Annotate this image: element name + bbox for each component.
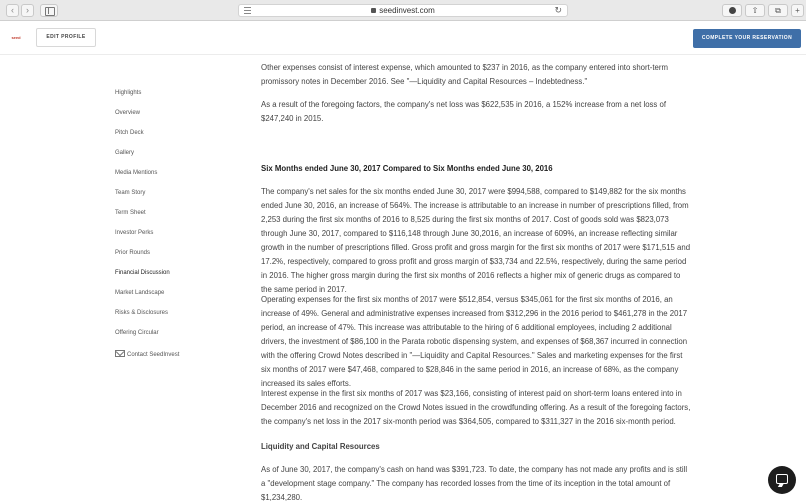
sidebar-item-risks-disclosures[interactable]: Risks & Disclosures [115, 310, 169, 316]
share-button[interactable] [745, 4, 765, 17]
sidebar-item-investor-perks[interactable]: Investor Perks [115, 230, 154, 236]
tabs-button[interactable] [768, 4, 788, 17]
sidebar-item-market-landscape[interactable]: Market Landscape [115, 290, 165, 296]
back-icon: ‹ [11, 5, 14, 15]
browser-toolbar [0, 0, 806, 21]
site-header [0, 21, 806, 55]
back-button[interactable] [6, 4, 19, 17]
sidebar-item-financial-discussion[interactable]: Financial Discussion [115, 270, 170, 276]
sidebar-item-offering-circular[interactable]: Offering Circular [115, 330, 159, 336]
tabs-icon: ⧉ [775, 6, 781, 15]
sidebar-item-term-sheet[interactable]: Term Sheet [115, 210, 146, 216]
reload-icon[interactable]: ↻ [554, 5, 562, 15]
avatar[interactable] [9, 32, 23, 44]
sidebar-item-overview[interactable]: Overview [115, 110, 141, 116]
share-icon: ⇧ [751, 6, 759, 15]
url-text: seedinvest.com [379, 6, 435, 15]
sidebar-item-media-mentions[interactable]: Media Mentions [115, 170, 158, 176]
edit-profile-button[interactable]: EDIT PROFILE [36, 28, 96, 47]
address-bar[interactable] [238, 4, 568, 17]
downloads-button[interactable] [722, 4, 742, 17]
section-heading: Six Months ended June 30, 2017 Compared to Six Months ended June 30, 2016 [261, 164, 553, 173]
complete-reservation-button[interactable]: COMPLETE YOUR RESERVATION [693, 29, 801, 48]
paragraph-other-expenses: Other expenses consist of interest expense, which amounted to $237 in 2016, as the company entered into short-term promissory notes in December 2016. See "—Liquidity and Capital Resources – Indebtedness." [261, 63, 668, 86]
sidebar-item-highlights[interactable]: Highlights [115, 90, 142, 96]
liquidity-subheading: Liquidity and Capital Resources [261, 442, 380, 451]
lock-icon [371, 8, 376, 13]
paragraph-operating-expenses: Operating expenses for the first six months of 2017 were $512,854, versus $345,061 for the first six months of 2016, an increase of 49%. General and administrative expenses increased from $312,296 in the 2016 period to $461,278 in the 2017 period, an increase of 47%. This increase was attributable to the hiring of 6 additional employees, including 2 additional drivers, the investment of $86,100 in the Parata robotic dispensing system, and expenses of $68,367 incurred in connection with the offering Crowd Notes described in "—Liquidity and Capital Resources." Sales and marketing expenses for the first six months of 2017 were $47,468, compared to $28,846 in the same period in 2016, an increase of 68%, as the company increased its sales efforts. [261, 295, 688, 388]
sidebar-item-team-story[interactable]: Team Story [115, 190, 146, 196]
forward-button[interactable] [21, 4, 34, 17]
reader-icon[interactable] [244, 7, 251, 14]
contact-label: Contact SeedInvest [127, 352, 180, 358]
sidebar-item-pitch-deck[interactable]: Pitch Deck [115, 130, 144, 136]
forward-icon: › [26, 5, 29, 15]
contact-seedinvest-link[interactable] [115, 350, 179, 358]
paragraph-net-loss-2016: As a result of the foregoing factors, the company's net loss was $622,535 in 2016, a 152% increase from a net loss of $247,240 in 2015. [261, 100, 666, 123]
mail-icon [115, 350, 125, 357]
paragraph-liquidity: As of June 30, 2017, the company's cash on hand was $391,723. To date, the company has not made any profits and is still a "development stage company." The company has recorded losses from the time of its inception in the total amount of $1,234,280. [261, 465, 688, 502]
chat-icon [776, 474, 788, 484]
chat-widget-button[interactable] [768, 466, 796, 494]
sidebar-item-gallery[interactable]: Gallery [115, 150, 135, 156]
plus-icon: + [795, 6, 800, 15]
download-icon [729, 7, 736, 14]
sidebar-toggle-button[interactable] [40, 4, 58, 17]
new-tab-button[interactable] [791, 4, 804, 17]
paragraph-net-sales: The company's net sales for the six months ended June 30, 2017 were $994,588, compared to $149,882 for the six months ended June 30, 2016, an increase of 564%. The increase is attributable to an increase in number of prescriptions filled, from 2,253 during the first six months of 2016 to 8,525 during the first six months of 2017. Cost of goods sold was $823,073 through June 30, 2017, compared to $116,148 through June 30,2016, an increase of 609%, an increase reflecting similar growth in the number of prescriptions filled. Gross profit and gross margin for the first six months of 2017 were $171,515 and 17.2%, respectively, compared to gross profit and gross margin of $33,734 and 22.5%, respectively, during the same period in 2016. The higher gross margin during the first six months of 2016 reflects a higher mix of generic drugs as compared to the same period in 2017. [261, 187, 691, 294]
logo-text: seed [11, 35, 21, 40]
paragraph-interest-expense: Interest expense in the first six months of 2017 was $23,166, consisting of interest paid on short-term loans entered into in December 2016 and recognized on the Crowd Notes issued in the crowdfunding offering. As a result of the foregoing factors, the company's net loss in the 2017 six-month period was $364,505, compared to $311,327 in the 2016 six-month period. [261, 389, 691, 426]
sidebar-item-prior-rounds[interactable]: Prior Rounds [115, 250, 151, 256]
